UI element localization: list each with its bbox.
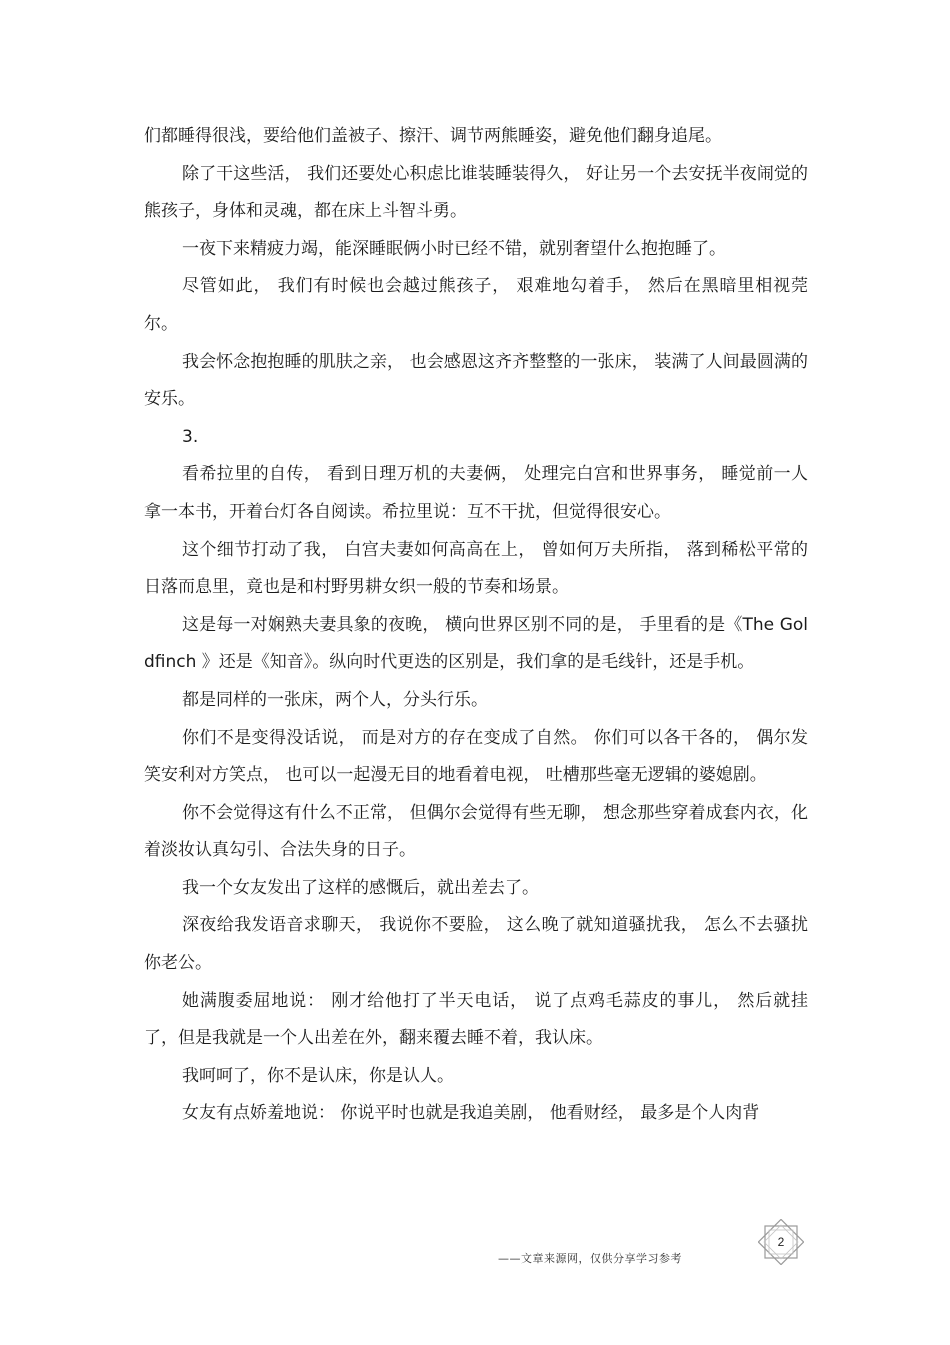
- paragraph: 我一个女友发出了这样的感慨后，就出差去了。: [182, 877, 539, 898]
- paragraph: 除了干这些活， 我们还要处心积虑比谁装睡装得久， 好让另一个去安抚半夜闹觉的熊孩子，身体和灵魂，都在床上斗智斗勇。: [144, 163, 808, 222]
- section-number: 3.: [182, 426, 199, 447]
- paragraph: 们都睡得很浅，要给他们盖被子、擦汗、调节两熊睡姿，避免他们翻身追尾。: [144, 126, 722, 146]
- page-number-badge: [758, 1219, 804, 1265]
- paragraph: 女友有点娇羞地说： 你说平时也就是我追美剧， 他看财经， 最多是个人肉背: [182, 1103, 760, 1124]
- paragraph: 一夜下来精疲力竭，能深睡眠俩小时已经不错，就别奢望什么抱抱睡了。: [182, 238, 726, 259]
- paragraph: 都是同样的一张床，两个人，分头行乐。: [182, 689, 488, 710]
- paragraph: 我呵呵了，你不是认床，你是认人。: [182, 1065, 454, 1086]
- paragraph: 她满腹委屈地说： 刚才给他打了半天电话， 说了点鸡毛蒜皮的事儿， 然后就挂了，但是我就是一个人出差在外，翻来覆去睡不着，我认床。: [144, 990, 808, 1049]
- page-number: 2: [777, 1235, 785, 1249]
- source-note: ——文章来源网，仅供分享学习参考: [498, 1252, 682, 1265]
- paragraph: 尽管如此， 我们有时候也会越过熊孩子， 艰难地勾着手， 然后在黑暗里相视莞尔。: [144, 276, 808, 334]
- paragraph: 深夜给我发语音求聊天， 我说你不要脸， 这么晚了就知道骚扰我， 怎么不去骚扰你老公。: [144, 915, 808, 974]
- paragraph: 看希拉里的自传， 看到日理万机的夫妻俩， 处理完白宫和世界事务， 睡觉前一人拿一本书，开着台灯各自阅读。希拉里说：互不干扰，但觉得很安心。: [144, 464, 808, 522]
- paragraph: 你不会觉得这有什么不正常， 但偶尔会觉得有些无聊， 想念那些穿着成套内衣，化着淡妆认真勾引、合法失身的日子。: [144, 802, 808, 861]
- paragraph: 你们不是变得没话说， 而是对方的存在变成了自然。 你们可以各干各的， 偶尔发笑安利对方笑点， 也可以一起漫无目的地看着电视， 吐槽那些毫无逻辑的婆媳剧。: [144, 727, 808, 786]
- paragraph: 这个细节打动了我， 白宫夫妻如何高高在上， 曾如何万夫所指， 落到稀松平常的日落而息里，竟也是和村野男耕女织一般的节奏和场景。: [144, 539, 808, 598]
- document-body: [144, 118, 808, 1133]
- paragraph: 这是每一对娴熟夫妻具象的夜晚， 横向世界区别不同的是， 手里看的是《The Goldfinch 》还是《知音》。纵向时代更迭的区别是，我们拿的是毛线针，还是手机。: [144, 614, 808, 673]
- paragraph: 我会怀念抱抱睡的肌肤之亲， 也会感恩这齐齐整整的一张床， 装满了人间最圆满的安乐。: [144, 351, 808, 410]
